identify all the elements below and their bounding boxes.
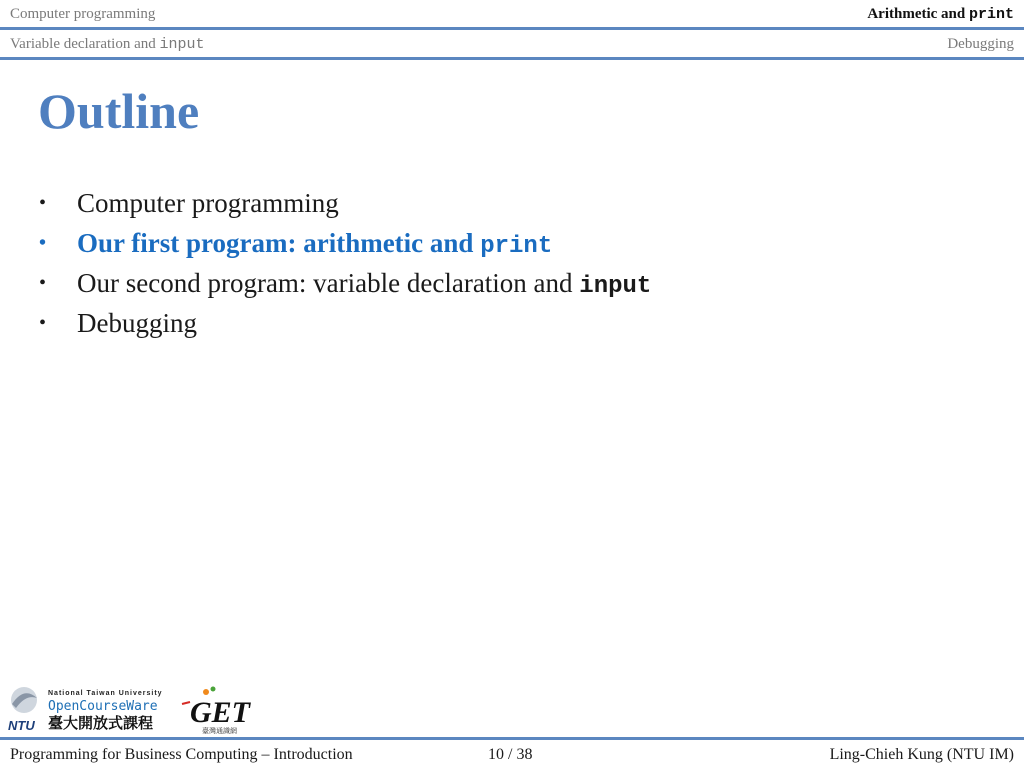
ntu-mark-text: NTU (8, 718, 35, 733)
outline-item-debugging (36, 303, 651, 343)
header-rule-2 (0, 57, 1024, 60)
outline-item-code: print (480, 233, 553, 260)
course-logos (6, 682, 256, 736)
footer-page-number: 10 / 38 (488, 746, 533, 763)
outline-item-text: Computer programming (77, 188, 339, 218)
nav-section-variable-input[interactable] (10, 36, 205, 53)
ntu-ocw-logo-icon (8, 687, 163, 733)
nav-section-variable-label: Variable declaration and (10, 36, 160, 52)
nav-section-debugging[interactable]: Debugging (947, 36, 1014, 52)
outline-item-text: Our second program: variable declaration and (77, 268, 580, 298)
outline-item-computer-programming (36, 183, 651, 223)
footer-course-title: Programming for Business Computing – Introduction (10, 746, 353, 763)
get-mark-text: GET (190, 696, 250, 729)
get-logo-icon (182, 687, 252, 736)
get-sub-text: 臺灣通識網 (202, 727, 237, 735)
footer-rule (0, 737, 1024, 740)
bullet-icon: • (39, 232, 47, 254)
header-nav-row-2 (0, 30, 1024, 58)
nav-section-input-code: input (159, 36, 205, 53)
ocw-name-text: OpenCourseWare (48, 699, 158, 714)
bullet-icon: • (39, 272, 47, 294)
header-nav-row-1 (0, 0, 1024, 28)
slide-title: Outline (38, 83, 200, 139)
footer (0, 744, 1024, 766)
outline-item-second-program (36, 263, 651, 303)
ocw-chinese-text: 臺大開放式課程 (48, 714, 154, 732)
footer-author: Ling-Chieh Kung (NTU IM) (829, 746, 1014, 763)
nav-section-arithmetic-label: Arithmetic and (867, 6, 969, 22)
outline-item-code: input (579, 273, 652, 300)
bullet-icon: • (39, 312, 47, 334)
nav-section-arithmetic-print[interactable] (867, 6, 1014, 23)
outline-item-first-program (36, 223, 651, 263)
ntu-name-text: National Taiwan University (48, 690, 163, 697)
outline-item-text: Our first program: arithmetic and (77, 228, 481, 258)
nav-section-computer-programming[interactable]: Computer programming (10, 6, 156, 22)
nav-section-print-code: print (968, 6, 1014, 23)
outline-list (36, 183, 651, 343)
outline-item-text: Debugging (77, 308, 197, 338)
bullet-icon: • (39, 192, 47, 214)
